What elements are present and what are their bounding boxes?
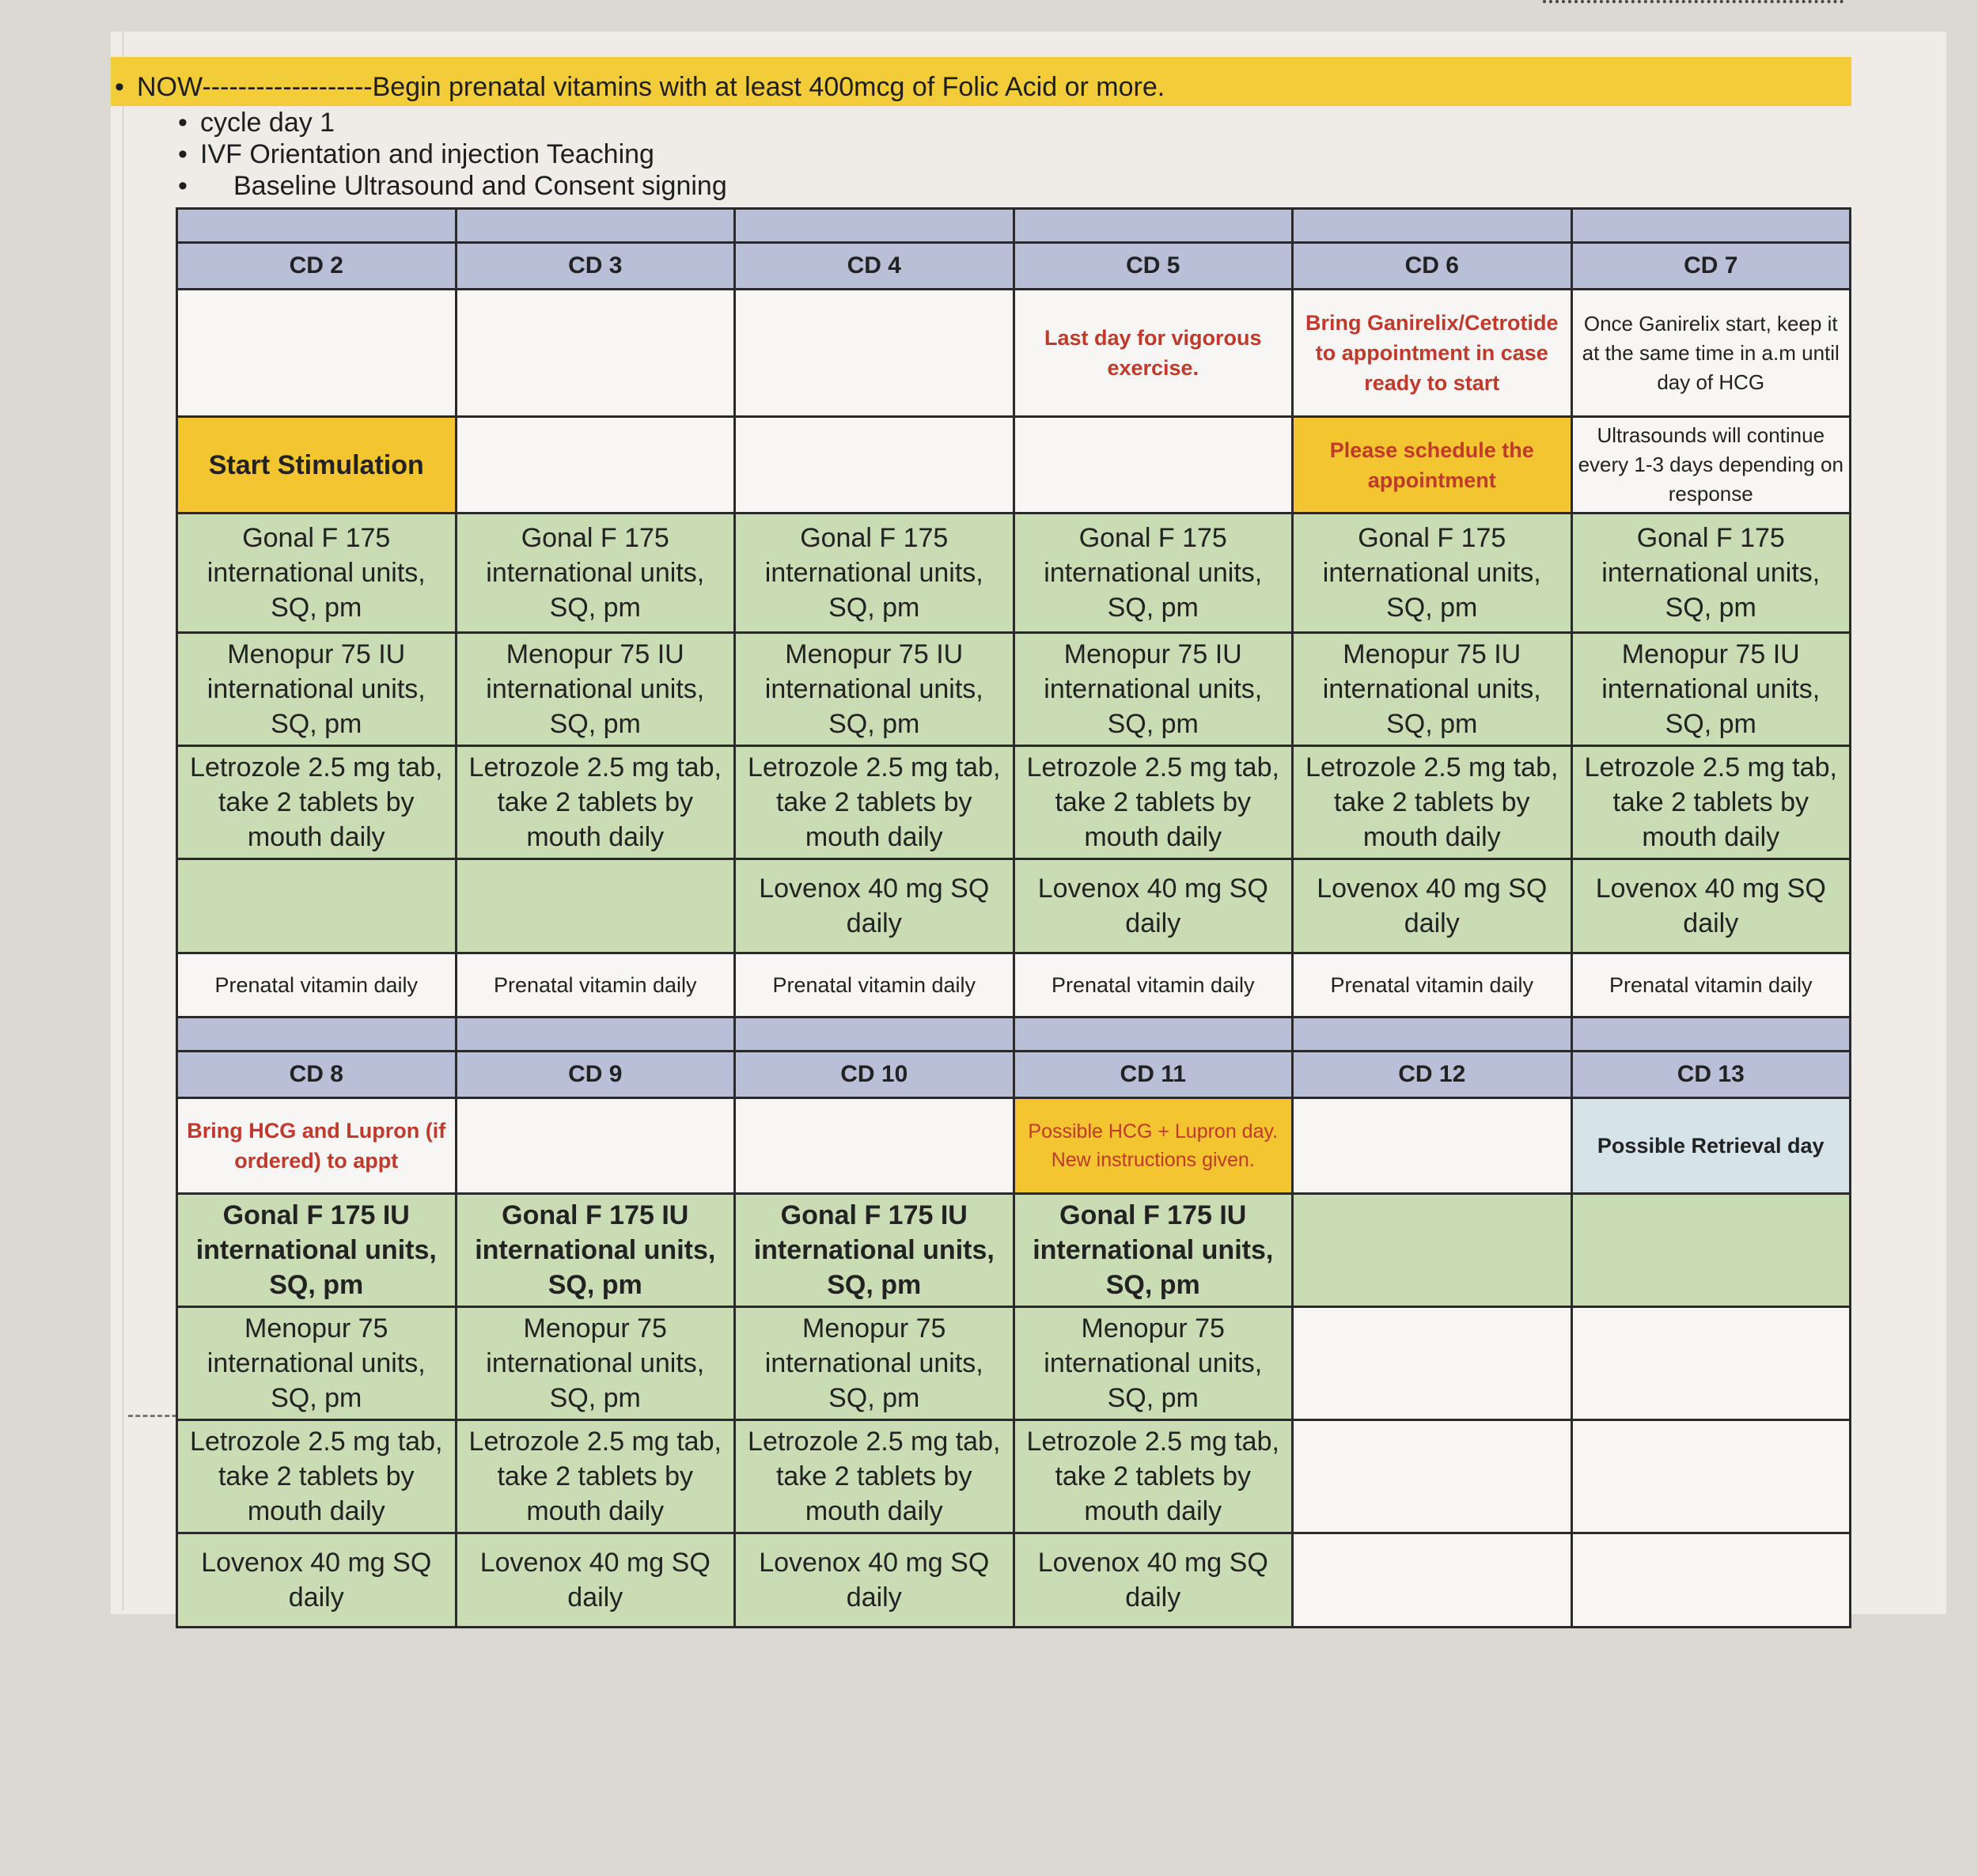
menopur-cell: Menopur 75 IU international units, SQ, pm [177, 633, 457, 746]
note-cell [735, 417, 1014, 514]
menopur-cell: Menopur 75 IU international units, SQ, pm [1571, 633, 1851, 746]
lovenox-cell: Lovenox 40 mg SQ daily [735, 859, 1014, 953]
gonal-cell-empty [1293, 1194, 1572, 1307]
note-cell [456, 1098, 735, 1194]
gonal-cell: Gonal F 175 international units, SQ, pm [735, 514, 1014, 633]
letrozole-cell: Letrozole 2.5 mg tab, take 2 tablets by mouth daily [456, 746, 735, 859]
letrozole-cell: Letrozole 2.5 mg tab, take 2 tablets by mouth daily [1571, 746, 1851, 859]
gonal-cell: Gonal F 175 IU international units, SQ, pm [735, 1194, 1014, 1307]
lovenox-cell: Lovenox 40 mg SQ daily [1014, 1533, 1293, 1628]
header-item: • IVF Orientation and injection Teaching [178, 139, 654, 169]
note-cell-ganirelix: Bring Ganirelix/Cetrotide to appointment in case ready to start [1293, 290, 1572, 417]
week1-menopur-row [177, 633, 1851, 746]
header-item: • cycle day 1 [178, 108, 335, 138]
bring-hcg-note-cell: Bring HCG and Lupron (if ordered) to appt [177, 1098, 457, 1194]
menopur-cell: Menopur 75 international units, SQ, pm [1014, 1307, 1293, 1420]
lovenox-cell: Lovenox 40 mg SQ daily [456, 1533, 735, 1628]
note-cell-ganirelix-timing: Once Ganirelix start, keep it at the same time in a.m until day of HCG [1571, 290, 1851, 417]
schedule-table [176, 207, 1851, 1628]
gonal-cell: Gonal F 175 IU international units, SQ, pm [177, 1194, 457, 1307]
note-cell-exercise: Last day for vigorous exercise. [1014, 290, 1293, 417]
day-header: CD 12 [1293, 1052, 1572, 1098]
top-dotted-line [1543, 0, 1843, 9]
note-cell [177, 290, 457, 417]
note-cell [735, 1098, 1014, 1194]
day-header: CD 11 [1014, 1052, 1293, 1098]
day-header: CD 8 [177, 1052, 457, 1098]
letrozole-cell: Letrozole 2.5 mg tab, take 2 tablets by mouth daily [177, 746, 457, 859]
day-header: CD 2 [177, 243, 457, 290]
letrozole-cell: Letrozole 2.5 mg tab, take 2 tablets by mouth daily [735, 1420, 1014, 1533]
vitamin-cell: Prenatal vitamin daily [1293, 953, 1572, 1018]
vitamin-cell: Prenatal vitamin daily [1571, 953, 1851, 1018]
header-now-text: NOW-------------------Begin prenatal vitamins with at least 400mcg of Folic Acid or more. [137, 72, 1165, 102]
letrozole-cell: Letrozole 2.5 mg tab, take 2 tablets by mouth daily [1014, 746, 1293, 859]
day-header: CD 5 [1014, 243, 1293, 290]
menopur-cell: Menopur 75 IU international units, SQ, pm [735, 633, 1014, 746]
gonal-cell: Gonal F 175 international units, SQ, pm [1014, 514, 1293, 633]
table-spacer-row [177, 209, 1851, 243]
week1-note2-row [177, 417, 1851, 514]
week1-lovenox-row [177, 859, 1851, 953]
header-line: • NOW-------------------Begin prenatal vitamins with at least 400mcg of Folic Acid or more. [115, 72, 1165, 102]
week1-gonal-row [177, 514, 1851, 633]
ultrasound-note-cell: Ultrasounds will continue every 1-3 days depending on response [1571, 417, 1851, 514]
lovenox-cell-empty [1571, 1533, 1851, 1628]
gonal-cell: Gonal F 175 international units, SQ, pm [177, 514, 457, 633]
vitamin-cell: Prenatal vitamin daily [735, 953, 1014, 1018]
note-cell [1293, 1098, 1572, 1194]
week2-letrozole-row [177, 1420, 1851, 1533]
lovenox-cell: Lovenox 40 mg SQ daily [177, 1533, 457, 1628]
letrozole-cell: Letrozole 2.5 mg tab, take 2 tablets by mouth daily [1014, 1420, 1293, 1533]
menopur-cell: Menopur 75 international units, SQ, pm [456, 1307, 735, 1420]
gonal-cell: Gonal F 175 international units, SQ, pm [1293, 514, 1572, 633]
lovenox-cell: Lovenox 40 mg SQ daily [1293, 859, 1572, 953]
week2-menopur-row [177, 1307, 1851, 1420]
gonal-cell: Gonal F 175 IU international units, SQ, pm [1014, 1194, 1293, 1307]
day-header: CD 7 [1571, 243, 1851, 290]
week2-day-header-row [177, 1052, 1851, 1098]
start-stimulation-cell: Start Stimulation [177, 417, 457, 514]
possible-hcg-cell: Possible HCG + Lupron day. New instructions given. [1014, 1098, 1293, 1194]
lovenox-cell: Lovenox 40 mg SQ daily [1014, 859, 1293, 953]
note-cell [1014, 417, 1293, 514]
lovenox-cell-empty [1293, 1533, 1572, 1628]
week1-note-row [177, 290, 1851, 417]
letrozole-cell-empty [1293, 1420, 1572, 1533]
letrozole-cell-empty [1571, 1420, 1851, 1533]
possible-retrieval-cell: Possible Retrieval day [1571, 1098, 1851, 1194]
menopur-cell-empty [1571, 1307, 1851, 1420]
gonal-cell: Gonal F 175 international units, SQ, pm [1571, 514, 1851, 633]
letrozole-cell: Letrozole 2.5 mg tab, take 2 tablets by mouth daily [177, 1420, 457, 1533]
vitamin-cell: Prenatal vitamin daily [1014, 953, 1293, 1018]
menopur-cell-empty [1293, 1307, 1572, 1420]
gonal-cell: Gonal F 175 international units, SQ, pm [456, 514, 735, 633]
vitamin-cell: Prenatal vitamin daily [177, 953, 457, 1018]
schedule-appointment-cell: Please schedule the appointment [1293, 417, 1572, 514]
day-header: CD 4 [735, 243, 1014, 290]
week2-note-row [177, 1098, 1851, 1194]
gonal-cell: Gonal F 175 IU international units, SQ, pm [456, 1194, 735, 1307]
menopur-cell: Menopur 75 IU international units, SQ, pm [456, 633, 735, 746]
note-cell [735, 290, 1014, 417]
schedule-table-wrap [176, 207, 1851, 1616]
week2-gonal-row [177, 1194, 1851, 1307]
note-cell [456, 417, 735, 514]
letrozole-cell: Letrozole 2.5 mg tab, take 2 tablets by mouth daily [735, 746, 1014, 859]
lovenox-cell-empty [456, 859, 735, 953]
menopur-cell: Menopur 75 IU international units, SQ, pm [1293, 633, 1572, 746]
day-header: CD 3 [456, 243, 735, 290]
letrozole-cell: Letrozole 2.5 mg tab, take 2 tablets by mouth daily [1293, 746, 1572, 859]
week2-lovenox-row [177, 1533, 1851, 1628]
table-spacer-row [177, 1018, 1851, 1052]
lovenox-cell-empty [177, 859, 457, 953]
week1-letrozole-row [177, 746, 1851, 859]
day-header: CD 10 [735, 1052, 1014, 1098]
week1-day-header-row [177, 243, 1851, 290]
day-header: CD 13 [1571, 1052, 1851, 1098]
day-header: CD 6 [1293, 243, 1572, 290]
letrozole-cell: Letrozole 2.5 mg tab, take 2 tablets by mouth daily [456, 1420, 735, 1533]
gonal-cell-empty [1571, 1194, 1851, 1307]
note-cell [456, 290, 735, 417]
lovenox-cell: Lovenox 40 mg SQ daily [735, 1533, 1014, 1628]
week1-vitamin-row [177, 953, 1851, 1018]
vitamin-cell: Prenatal vitamin daily [456, 953, 735, 1018]
lovenox-cell: Lovenox 40 mg SQ daily [1571, 859, 1851, 953]
menopur-cell: Menopur 75 IU international units, SQ, pm [1014, 633, 1293, 746]
day-header: CD 9 [456, 1052, 735, 1098]
menopur-cell: Menopur 75 international units, SQ, pm [735, 1307, 1014, 1420]
header-item: • Baseline Ultrasound and Consent signing [178, 171, 727, 201]
menopur-cell: Menopur 75 international units, SQ, pm [177, 1307, 457, 1420]
